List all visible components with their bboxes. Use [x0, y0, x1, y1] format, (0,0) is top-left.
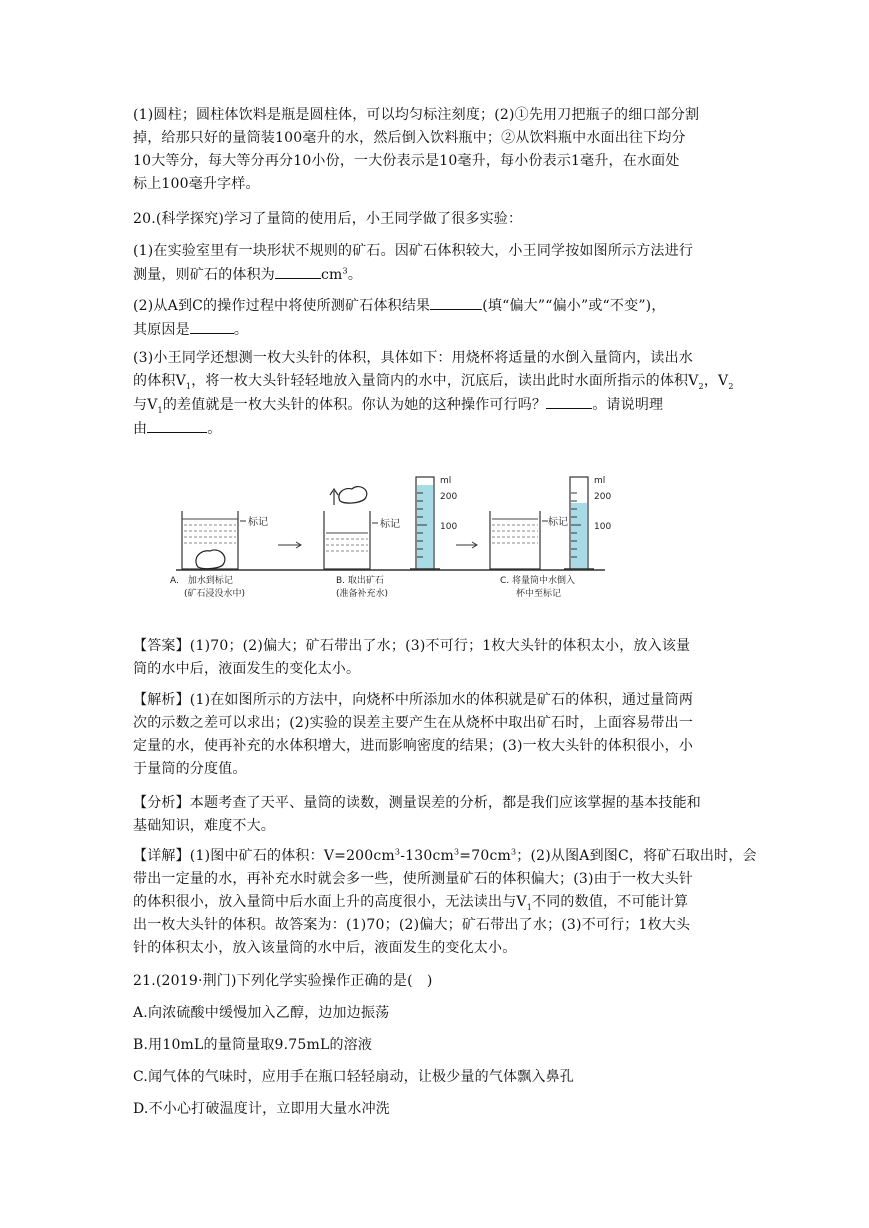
arrow-right-icon: [278, 542, 301, 548]
option-c: [133, 1066, 739, 1089]
answer-section: [133, 635, 739, 681]
text-span: 【详解】(1)图中矿石的体积：V=200cm: [133, 848, 395, 864]
text-line: 带出一定量的水，再补充水时就会多一些，使所测量矿石的体积偏大；(3)由于一枚大头针: [133, 871, 694, 887]
text-span: 。: [347, 267, 363, 283]
scale-unit: ml: [594, 476, 606, 486]
text-line: 20.(科学探究)学习了量筒的使用后，小王同学做了很多实验：: [133, 211, 523, 227]
review-section: [133, 792, 739, 838]
text-span: 的差值就是一枚大头针的体积。你认为她的这种操作可行吗？: [162, 397, 547, 413]
text-line: 【答案】(1)70；(2)偏大；矿石带出了水；(3)不可行；1枚大头针的体积太小，放入该量: [133, 638, 691, 654]
text-span: =70cm: [459, 848, 511, 864]
text-span: ；(2)从图A到图C，将矿石取出时，会: [516, 848, 757, 864]
text-line: [133, 263, 739, 287]
measurement-figure: [160, 463, 620, 613]
text-line: 21.(2019·荆门)下列化学实验操作正确的是( ): [133, 973, 433, 989]
text-line: (1)在实验室里有一块形状不规则的矿石。因矿石体积较大，小王同学按如图所示方法进行: [133, 243, 694, 259]
text-span: 。请说明理: [592, 397, 664, 413]
unit-text: cm: [321, 267, 343, 283]
text-span: 与V: [133, 397, 158, 413]
scale-100: 100: [440, 522, 458, 532]
superscript: 3: [342, 266, 348, 276]
answer-blank[interactable]: [190, 318, 234, 334]
answer-blank[interactable]: [430, 294, 482, 310]
superscript: 3: [394, 847, 401, 857]
text-line: [133, 393, 739, 417]
scale-200: 200: [440, 492, 458, 502]
text-line: A.向浓硫酸中缓慢加入乙醇，边加边振荡: [133, 1005, 390, 1021]
mark-label: 标记: [548, 517, 568, 528]
scale-200: 200: [594, 492, 612, 502]
text-line: [133, 294, 739, 318]
graduated-cylinder-b: [410, 477, 440, 569]
text-span: 测量，则矿石的体积为: [133, 267, 275, 283]
subscript: 1: [157, 405, 163, 415]
mark-label: 标记: [380, 519, 400, 530]
ore-rock: [339, 487, 367, 504]
text-span: 的体积很小，放入量筒中后水面上升的高度很小，无法读出与V: [133, 894, 527, 910]
caption-b-line2: (准备补充水): [336, 589, 389, 599]
text-line: [133, 318, 739, 342]
question-20-part-3: [133, 347, 739, 441]
option-d: [133, 1098, 739, 1121]
caption-c-line1: C. 将量筒中水倒入: [500, 576, 576, 586]
text-line: B.用10mL的量筒量取9.75mL的溶液: [133, 1037, 373, 1053]
text-line: 出一枚大头针的体积。故答案为：(1)70；(2)偏大；矿石带出了水；(3)不可行；1枚大头: [133, 917, 691, 933]
question-21-stem: [133, 970, 739, 993]
text-line: [133, 891, 739, 914]
caption-c-line2: 杯中至标记: [516, 589, 562, 599]
question-20-part-1: [133, 240, 739, 287]
text-span: 由: [133, 421, 148, 437]
caption-a-line1: A. 加水到标记: [170, 576, 233, 586]
answer-blank[interactable]: [147, 417, 207, 433]
text-line: 定量的水，使再补充的水体积增大，进而影响密度的结果；(3)一枚大头针的体积很小，小: [133, 738, 694, 754]
detail-section: [133, 845, 757, 960]
mark-label: 标记: [248, 517, 268, 528]
text-line: 次的示数之差可以求出；(2)实验的误差主要产生在从烧杯中取出矿石时，上面容易带出一: [133, 715, 694, 731]
text-line: 10大等分，每大等分再分10小份，一大份表示是10毫升，每小份表示1毫升，在水面处: [133, 153, 680, 169]
text-span: 的体积V: [133, 373, 186, 389]
text-line: 掉，给那只好的量筒装100毫升的水，然后倒入饮料瓶中；②从饮料瓶中水面出往下均分: [133, 130, 686, 146]
text-span: 其原因是: [133, 322, 190, 338]
text-line: 针的体积太小，放入该量筒的水中后，液面发生的变化太小。: [133, 940, 517, 956]
text-line: 于量筒的分度值。: [133, 761, 247, 777]
text-span: 。: [233, 322, 249, 338]
text-line: (3)小王同学还想测一枚大头针的体积，具体如下：用烧杯将适量的水倒入量筒内，读出水: [133, 350, 694, 366]
subscript: 2: [698, 381, 704, 391]
text-span: ，将一枚大头针轻轻地放入量筒内的水中，沉底后，读出此时水面所指示的体积V: [191, 373, 699, 389]
scale-unit: ml: [440, 476, 452, 486]
text-span: ，V: [703, 373, 729, 389]
arrow-right-icon: [456, 542, 477, 548]
text-line: C.闻气体的气味时，应用手在瓶口轻轻扇动，让极少量的气体飘入鼻孔: [133, 1069, 575, 1085]
subscript: 2: [728, 381, 734, 391]
q19-answer: [133, 104, 739, 196]
text-span: (2)从A到C的操作过程中将使所测矿石体积结果: [133, 298, 431, 314]
text-line: (1)圆柱；圆柱体饮料是瓶是圆柱体，可以均匀标注刻度；(2)①先用刀把瓶子的细口部分割: [133, 107, 700, 123]
text-span: (填“偏大”“偏小”或“不变”)，: [482, 298, 666, 314]
text-line: 基础知识，难度不大。: [133, 818, 275, 834]
text-line: [133, 845, 757, 868]
subscript: 1: [526, 902, 533, 912]
question-20-part-2: [133, 294, 739, 342]
graduated-cylinder-c: [564, 477, 594, 569]
subscript: 1: [185, 381, 192, 391]
text-line: 【解析】(1)在如图所示的方法中，向烧杯中所添加水的体积就是矿石的体积，通过量筒两: [133, 692, 694, 708]
question-20-stem: [133, 208, 739, 231]
superscript: 3: [510, 847, 517, 857]
option-a: [133, 1002, 739, 1025]
text-line: 标上100毫升字样。: [133, 176, 260, 192]
text-line: 【分析】本题考查了天平、量筒的读数，测量误差的分析，都是我们应该掌握的基本技能和: [133, 795, 701, 811]
beaker-b: [324, 487, 378, 569]
text-line: [133, 370, 739, 393]
text-line: D.不小心打破温度计，立即用大量水冲洗: [133, 1101, 390, 1117]
caption-b-line1: B. 取出矿石: [336, 576, 384, 586]
superscript: 3: [454, 847, 460, 857]
option-b: [133, 1034, 739, 1057]
text-line: 筒的水中后，液面发生的变化太小。: [133, 661, 361, 677]
text-span: 。: [207, 421, 222, 437]
answer-blank[interactable]: [275, 263, 321, 279]
answer-blank[interactable]: [546, 393, 592, 409]
text-span: 不同的数值，不可能计算: [532, 894, 689, 910]
beaker-a: [182, 511, 246, 569]
text-span: -130cm: [400, 848, 454, 864]
analysis-section: [133, 689, 739, 781]
beaker-c: [490, 511, 548, 569]
ore-rock: [196, 550, 225, 569]
text-line: [133, 417, 739, 441]
caption-a-line2: (矿石浸没水中): [184, 589, 246, 599]
scale-100: 100: [594, 522, 612, 532]
